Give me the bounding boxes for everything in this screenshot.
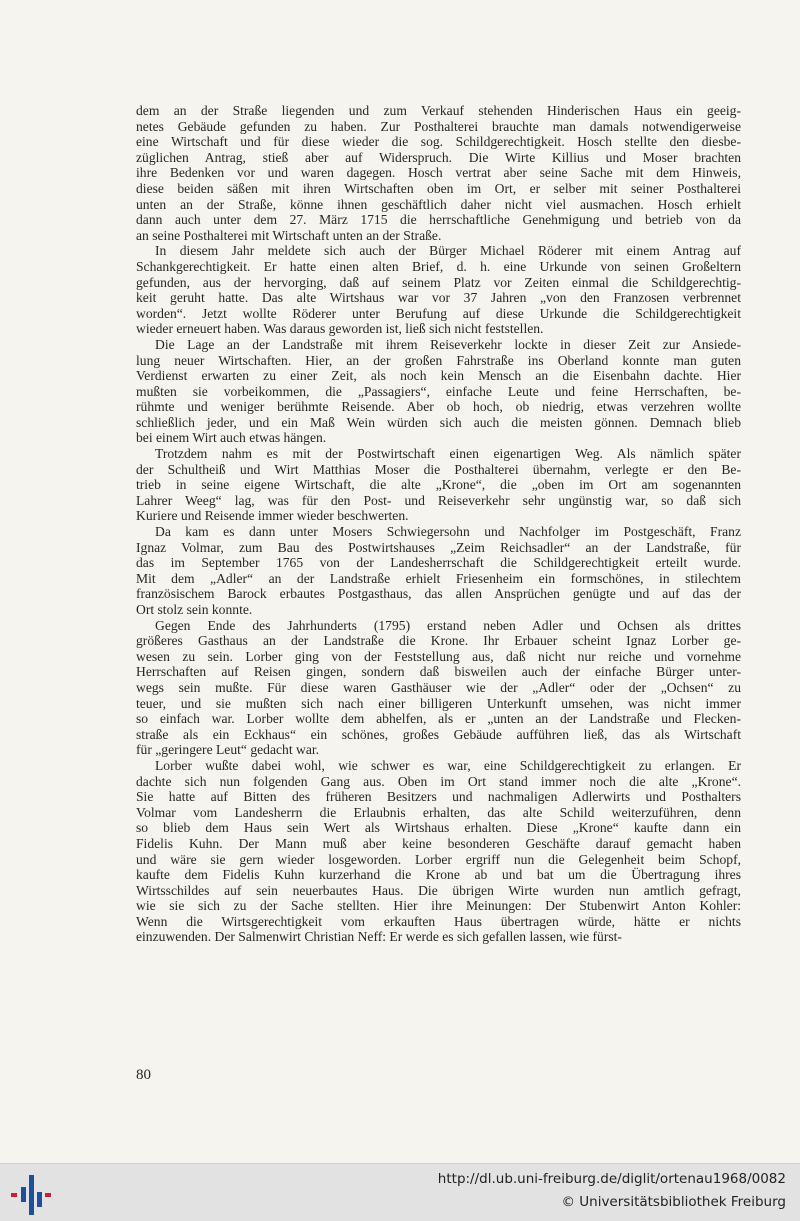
text-line: Wirtsschildes auf sein neuerbautes Haus. Die übrigen Wirte wurden nun amtlich gefragt, xyxy=(136,882,741,898)
text-line: dann auch unter dem 27. März 1715 die herrschaftliche Genehmigung und betrieb von da xyxy=(136,212,741,228)
text-line: wie sie sich zu der Sache stellten. Hier ihre Meinungen: Der Stubenwirt Anton Kohler: xyxy=(136,898,741,914)
text-line: der Schultheiß und Wirt Matthias Moser die Posthalterei übernahm, verlegte er den Be- xyxy=(136,461,741,477)
text-line: französischem Barock erbautes Postgasthaus, das allen Ansprüchen genügte und auf das der xyxy=(136,586,741,602)
paragraph xyxy=(136,524,741,618)
text-line: straße als ein Eckhaus“ ein schönes, großes Gebäude aufführen ließ, das als Wirtschaft xyxy=(136,726,741,742)
paragraph xyxy=(136,337,741,446)
paragraph xyxy=(136,243,741,337)
paragraph xyxy=(136,758,741,945)
text-line: Mit dem „Adler“ an der Landstraße erhielt Friesenheim ein formschönes, in stilechtem xyxy=(136,570,741,586)
copyright-notice: © Universitätsbibliothek Freiburg xyxy=(561,1194,786,1210)
text-line: lung neuer Wirtschaften. Hier, an der großen Fahrstraße ins Oberland konnte man guten xyxy=(136,352,741,368)
viewer-footer xyxy=(0,1163,800,1221)
text-line: wieder erneuert haben. Was daraus geworden ist, ließ sich nicht feststellen. xyxy=(136,321,544,337)
text-line: trieb in seine eigene Wirtschaft, die alte „Krone“, die „oben im Ort am sogenannten xyxy=(136,477,741,493)
text-line: wesen zu sein. Lorber ging von der Feststellung aus, daß nicht nur reiche und vornehme xyxy=(136,648,741,664)
page-number: 80 xyxy=(136,1067,151,1083)
text-line: für „geringere Leut“ gedacht war. xyxy=(136,742,320,758)
text-line: das im September 1765 von der Landesherrschaft die Schildgerechtigkeit erteilt wurde. xyxy=(136,555,741,571)
paragraph xyxy=(136,618,741,758)
text-line: einzuwenden. Der Salmenwirt Christian Neff: Er werde es sich gefallen lassen, wie fürst- xyxy=(136,929,622,945)
text-line: unten an der Straße, könne ihnen geschäftlich daher nicht viel ausmachen. Hosch erhielt xyxy=(136,196,741,212)
ub-freiburg-logo-icon[interactable] xyxy=(10,1173,52,1215)
text-line: Gegen Ende des Jahrhunderts (1795) erstand neben Adler und Ochsen als drittes xyxy=(155,617,741,633)
text-line: ihre Bedenken vor und waren dagegen. Hosch vertrat aber seine Sache mit dem Hinweis, xyxy=(136,165,741,181)
paragraph xyxy=(136,446,741,524)
text-line: gefunden, aus der hervorging, daß auf seinem Platz vor Zeiten einmal die Schildgerechtig- xyxy=(136,274,741,290)
text-line: schließlich jeder, und ein Maß Wein würden sich auch die meisten gönnen. Demnach blieb xyxy=(136,414,741,430)
text-line: Trotzdem nahm es mit der Postwirtschaft einen eigenartigen Weg. Als nämlich später xyxy=(155,446,741,462)
text-line: Volmar vom Landesherrn die Erlaubnis erhalten, das alte Schild weiterzuführen, denn xyxy=(136,804,741,820)
text-line: an seine Posthalterei mit Wirtschaft unten an der Straße. xyxy=(136,227,442,243)
text-line: Schankgerechtigkeit. Er hatte einen alten Brief, d. h. eine Urkunde von seinen Großeltern xyxy=(136,258,741,274)
paragraph xyxy=(136,103,741,243)
text-line: worden“. Jetzt wollte Röderer unter Berufung auf diese Urkunde die Schildgerechtigkeit xyxy=(136,305,741,321)
text-line: Verdienst erwarten zu einer Zeit, als noch kein Mensch an die Eisenbahn dachte. Hier xyxy=(136,368,741,384)
text-line: keit geruht hatte. Das alte Wirtshaus war vor 37 Jahren „von den Franzosen verbrennet xyxy=(136,290,741,306)
text-line: diese beiden säßen mit ihren Wirtschaften oben im Ort, er selber mit seiner Posthalterei xyxy=(136,180,741,196)
text-line: dachte sich nun folgenden Gang aus. Oben im Ort stand immer noch die alte „Krone“. xyxy=(136,773,741,789)
text-line: kaufte dem Fidelis Kuhn kurzerhand die Krone ab und bat um die Übertragung ihres xyxy=(136,867,741,883)
text-line: züglichen Antrag, stieß aber auf Widerspruch. Die Wirte Killius und Moser brachten xyxy=(136,149,741,165)
text-line: so blieb dem Haus sein Wert als Wirtshaus erhalten. Diese „Krone“ kaufte dann ein xyxy=(136,820,741,836)
text-line: teuer, und sie mußten sich nach einer billigeren Unterkunft umsehen, was nicht immer xyxy=(136,695,741,711)
text-line: eine Wirtschaft und für diese wieder die sog. Schildgerechtigkeit. Hosch stellte den diesbe- xyxy=(136,134,741,150)
permalink-url[interactable]: http://dl.ub.uni-freiburg.de/diglit/ortenau1968/0082 xyxy=(437,1171,786,1187)
text-line: und wäre sie gern wieder losgeworden. Lorber ergriff nun die Gelegenheit beim Schopf, xyxy=(136,851,741,867)
text-line: Ignaz Volmar, zum Bau des Postwirtshauses „Zeim Reichsadler“ an der Landstraße, für xyxy=(136,539,741,555)
text-line: Fidelis Kuhn. Der Mann muß aber keine besonderen Geschäfte darauf gemacht haben xyxy=(136,835,741,851)
text-line: Lahrer Weeg“ lag, was für den Post- und Reiseverkehr sehr ungünstig war, so daß sich xyxy=(136,492,741,508)
text-line: mußten sie vorbeikommen, die „Passagiers“, einfache Leute und feine Herrschaften, be- xyxy=(136,383,741,399)
text-line: Sie hatte auf Bitten des früheren Besitzers und nachmaligen Adlerwirts und Posthalters xyxy=(136,789,741,805)
body-text xyxy=(136,103,741,945)
text-line: Herrschaften auf Reisen gingen, sondern daß bisweilen auch der einfache Bürger unter- xyxy=(136,664,741,680)
text-line: Wenn die Wirtsgerechtigkeit vom erkauften Haus übertragen würde, hätte er nichts xyxy=(136,913,741,929)
text-line: bei einem Wirt auch etwas hängen. xyxy=(136,430,327,446)
text-line: Die Lage an der Landstraße mit ihrem Reiseverkehr lockte in dieser Zeit zur Ansiede- xyxy=(155,336,741,352)
text-line: netes Gebäude gefunden zu haben. Zur Posthalterei brauchte man damals notwendigerweise xyxy=(136,118,741,134)
text-line: so einfach war. Lorber wollte dem abhelfen, als er „unten an der Landstraße und Flecken- xyxy=(136,711,741,727)
text-line: wegs sein mußte. Für diese waren Gasthäuser wie der „Adler“ oder der „Ochsen“ zu xyxy=(136,679,741,695)
text-line: In diesem Jahr meldete sich auch der Bürger Michael Röderer mit einem Antrag auf xyxy=(155,243,741,259)
text-line: größeres Gasthaus an der Landstraße die Krone. Ihr Erbauer scheint Ignaz Lorber ge- xyxy=(136,633,741,649)
text-line: dem an der Straße liegenden und zum Verkauf stehenden Hinderischen Haus ein geeig- xyxy=(136,103,741,118)
text-line: Ort stolz sein konnte. xyxy=(136,602,253,617)
text-line: rühmte und weniger berühmte Reisende. Aber ob hoch, ob niedrig, etwas verzehren wollte xyxy=(136,399,741,415)
text-line: Da kam es dann unter Mosers Schwiegersohn und Nachfolger im Postgeschäft, Franz xyxy=(155,524,741,540)
text-line: Kuriere und Reisende immer wieder beschwerten. xyxy=(136,508,409,524)
text-line: Lorber wußte dabei wohl, wie schwer es war, eine Schildgerechtigkeit zu erlangen. Er xyxy=(155,757,741,773)
